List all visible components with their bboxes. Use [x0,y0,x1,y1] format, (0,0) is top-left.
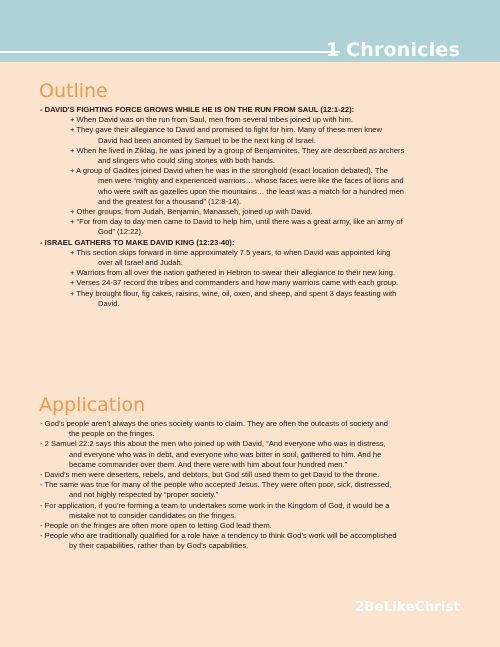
outline-line: + They brought flour, fig cakes, raisins, wine, oil, oxen, and sheep, and spent 3 days feasting with [70,288,397,298]
application-line: and not highly respected by “proper society.” [69,490,219,500]
outline-line: + Verses 24-37 record the tribes and commanders and how many warriors came with each group. [70,278,399,288]
outline-line: and slingers who could sling stones with both hands. [98,156,275,166]
header-rule [0,51,340,53]
outline-line: over all Israel and Judah. [98,258,183,268]
outline-line: + “For from day to day men came to David to help him, until there was a great army, like an army of [70,217,403,227]
application-line: - For application, if you’re forming a team to undertakes some work in the Kingdom of God, it would be a [40,500,390,510]
outline-line: + When David was on the run from Saul, men from several tribes joined up with him. [70,115,353,125]
outline-line: - ISRAEL GATHERS TO MAKE DAVID KING (12:23-40): [40,237,235,247]
outline-line: + This section skips forward in time approximately 7.5 years, to when David was appointed king [70,247,391,257]
outline-line: David. [98,298,120,308]
outline-line: + When he lived in Ziklag, he was joined by a group of Benjaminites. They are described as archers [70,145,405,155]
outline-line: + Other groups, from Judah, Benjamin, Manasseh, joined up with David. [70,207,313,217]
application-list [40,419,460,552]
application-line: and everyone who was in debt, and everyone who was bitter in soul, gathered to him. And he [69,449,382,459]
outline-line: and the greatest for a thousand” (12:8-14). [98,196,242,206]
outline-line: men were “mighty and experienced warriors… whose faces were like the faces of lions and [98,176,404,186]
outline-heading: Outline [39,80,108,102]
outline-line: + Warriors from all over the nation gathered in Hebron to swear their allegiance to their new king. [70,268,395,278]
brand-logo-text: 2BeLikeChrist [354,599,460,615]
application-line: - David’s men were deserters, rebels, and debtors, but God still used them to get David to the throne. [40,470,380,480]
outline-line: - DAVID'S FIGHTING FORCE GROWS WHILE HE IS ON THE RUN FROM SAUL (12:1-22): [40,105,355,114]
outline-line: David had been anointed by Samuel to be the next king of Israel. [98,135,316,145]
page-title: 1 Chronicles [325,39,460,61]
application-line: - People who are traditionally qualified for a role have a tendency to think God’s work will be accomplished [40,531,397,541]
outline-line: + They gave their allegiance to David and promised to fight for him. Many of these men knew [70,125,383,135]
outline-line: who were swift as gazelles upon the mountains… the least was a match for a hundred men [98,186,405,196]
application-heading: Application [39,394,146,416]
outline-line: + A group of Gadites joined David when he was in the stronghold (exact location debated). The [70,166,388,176]
application-line: - God’s people aren’t always the ones society wants to claim. They are often the outcasts of society and [40,419,388,428]
application-line: the people on the fringes. [69,429,155,439]
application-line: by their capabilities, rather than by God’s capabilities. [69,541,249,551]
outline-line: God” (12:22). [98,227,144,237]
application-line: mistake not to consider candidates on the fringes. [69,510,237,520]
application-line: became commander over them. And there were with him about four hundred men.” [69,459,348,469]
application-line: - The same was true for many of the people who accepted Jesus. They were often poor, sick, distressed, [40,480,392,490]
application-line: - People on the fringes are often more open to letting God lead them. [40,521,272,531]
application-line: - 2 Samuel 22:2 says this about the men who joined up with David, “And everyone who was in distress, [40,439,386,449]
outline-list [40,105,460,309]
